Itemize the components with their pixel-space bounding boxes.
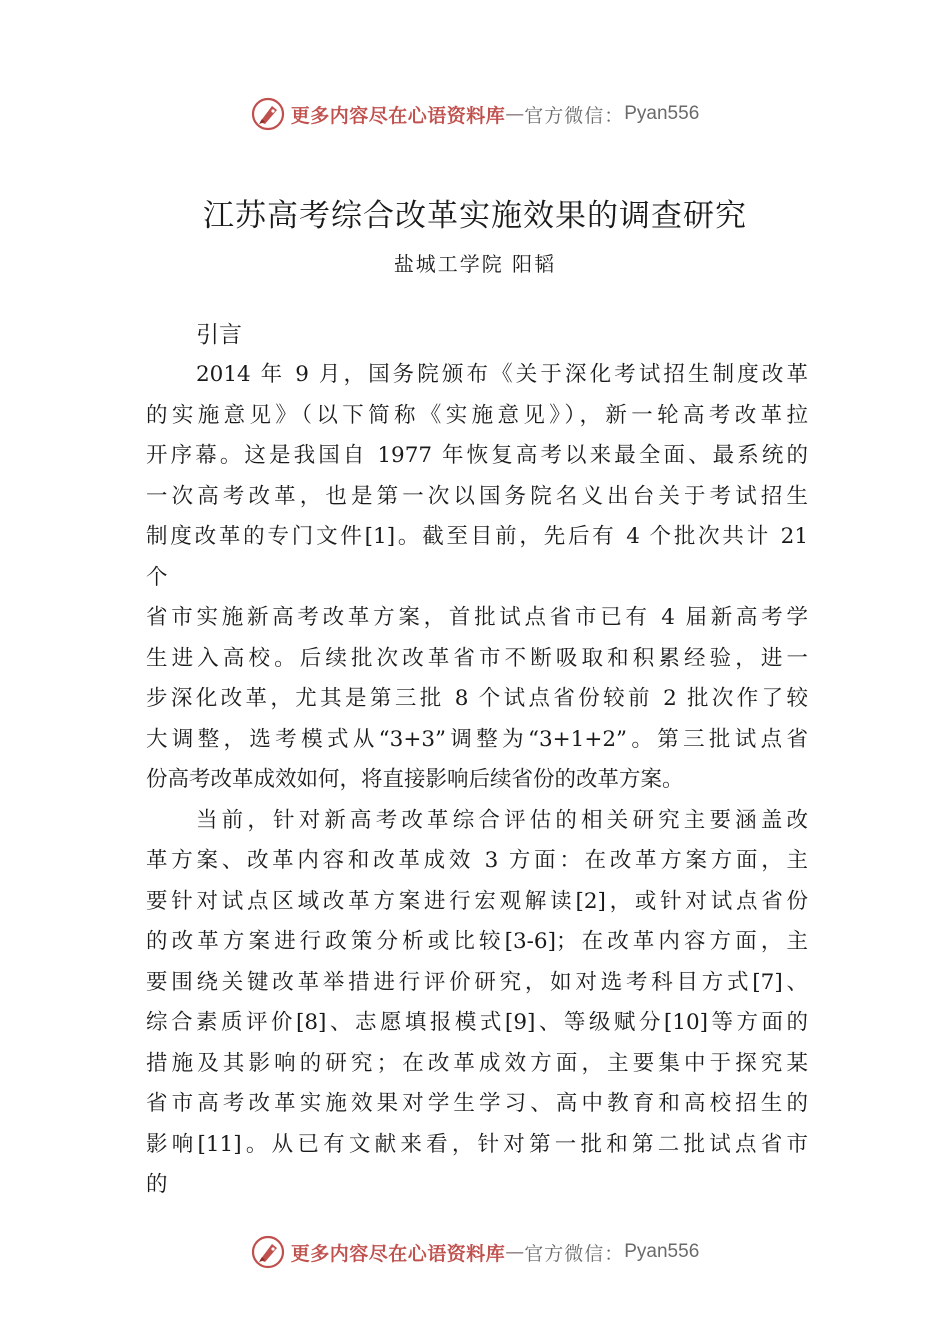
document-author: 盐城工学院 阳韬: [393, 252, 557, 276]
body-line: 份高考改革成效如何，将直接影响后续省份的改革方案。: [146, 767, 684, 792]
footer-promo-banner: [0, 1232, 950, 1272]
header-promo-banner: [0, 94, 950, 134]
body-line: 大调整，选考模式从“3+3”调整为“3+1+2”。第三批试点省: [146, 727, 808, 752]
promo-text: 更多内容尽在心语资料库: [290, 104, 506, 127]
wechat-label: 官方微信：: [524, 1242, 625, 1265]
body-line: 影响[11]。从已有文献来看，针对第一批和第二批试点省市: [146, 1132, 808, 1157]
body-line: 步深化改革，尤其是第三批 8 个试点省份较前 2 批次作了较: [146, 686, 808, 711]
body-line: 开序幕。这是我国自 1977 年恢复高考以来最全面、最系统的: [146, 443, 808, 468]
body-line: 革方案、改革内容和改革成效 3 方面：在改革方案方面，主: [146, 848, 808, 873]
body-line: 的: [146, 1172, 168, 1197]
promo-separator: —: [505, 103, 525, 125]
wechat-id: Pyan556: [624, 103, 700, 124]
pen-nib-logo-icon: [251, 97, 285, 131]
pen-nib-logo-icon: [251, 1235, 285, 1269]
body-line: 综合素质评价[8]、志愿填报模式[9]、等级赋分[10]等方面的: [146, 1010, 808, 1035]
promo-separator: —: [505, 1241, 525, 1263]
body-line: 个: [146, 565, 168, 590]
body-line: 要针对试点区域改革方案进行宏观解读[2]，或针对试点省份: [146, 889, 808, 914]
body-line: 制度改革的专门文件[1]。截至目前，先后有 4 个批次共计 21: [146, 524, 808, 549]
body-line: 的实施意见》（以下简称《实施意见》），新一轮高考改革拉: [146, 403, 808, 428]
section-heading: 引言: [196, 322, 242, 348]
body-line: 措施及其影响的研究；在改革成效方面，主要集中于探究某: [146, 1051, 808, 1076]
document-title: 江苏高考综合改革实施效果的调查研究: [203, 198, 747, 234]
body-line: 一次高考改革，也是第一次以国务院名义出台关于考试招生: [146, 484, 808, 509]
promo-text: 更多内容尽在心语资料库: [290, 1242, 506, 1265]
body-line: 要围绕关键改革举措进行评价研究，如对选考科目方式[7]、: [146, 970, 808, 995]
body-line: 省市高考改革实施效果对学生学习、高中教育和高校招生的: [146, 1091, 808, 1116]
body-line: 当前，针对新高考改革综合评估的相关研究主要涵盖改: [196, 808, 808, 833]
body-line: 2014 年 9 月，国务院颁布《关于深化考试招生制度改革: [196, 362, 808, 387]
wechat-id: Pyan556: [624, 1241, 700, 1262]
body-line: 的改革方案进行政策分析或比较[3-6]；在改革内容方面，主: [146, 929, 808, 954]
body-line: 生进入高校。后续批次改革省市不断吸取和积累经验，进一: [146, 646, 808, 671]
wechat-label: 官方微信：: [524, 104, 625, 127]
body-line: 省市实施新高考改革方案，首批试点省市已有 4 届新高考学: [146, 605, 808, 630]
